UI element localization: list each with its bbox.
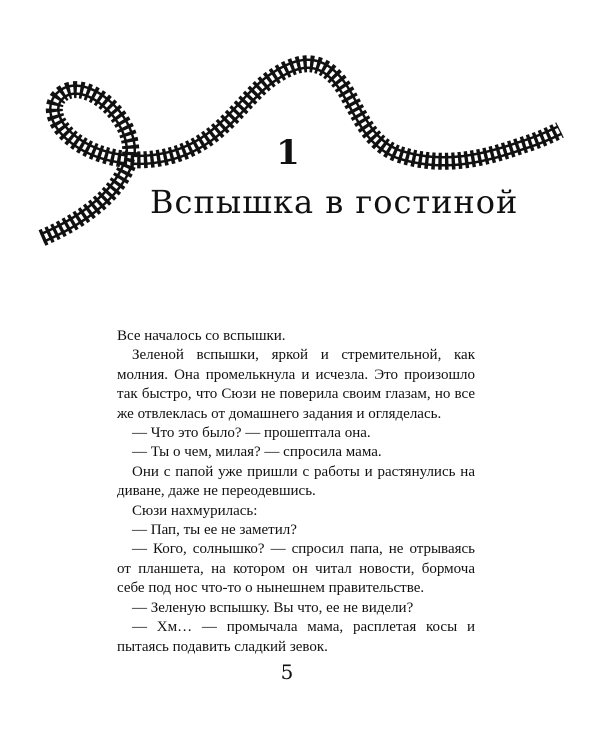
paragraph: Зеленой вспышки, яркой и стремительной, как молния. Она промелькнула и исчезла. Это произошло так быстро, что Сюзи не поверила своим глазам, но все же отвлеклась от домашнего задания и огляделась. (117, 347, 475, 422)
paragraph: Они с папой уже пришли с работы и растянулись на диване, даже не переодевшись. (117, 463, 475, 500)
paragraph: — Зеленую вспышку. Вы что, ее не видели? (132, 599, 414, 616)
chapter-title: Вспышка в гостиной (150, 183, 519, 221)
paragraph: — Что это было? — прошептала она. (132, 425, 371, 442)
chapter-number: 1 (276, 133, 300, 173)
paragraph: — Ты о чем, милая? — спросила мама. (132, 444, 382, 461)
paragraph: — Пап, ты ее не заметил? (132, 522, 297, 539)
paragraph: — Кого, солнышко? — спросил папа, не отрываясь от планшета, на котором он читал новости, бормоча себе под нос что-то о нынешнем правительстве. (117, 541, 475, 597)
paragraph: — Хм… — промычала мама, расплетая косы и пытаясь подавить сладкий зевок. (117, 619, 475, 655)
paragraph: Все началось со вспышки. (117, 328, 286, 344)
paragraph: Сюзи нахмурилась: (132, 502, 258, 519)
body-text (117, 327, 475, 657)
page-number: 5 (280, 660, 294, 684)
